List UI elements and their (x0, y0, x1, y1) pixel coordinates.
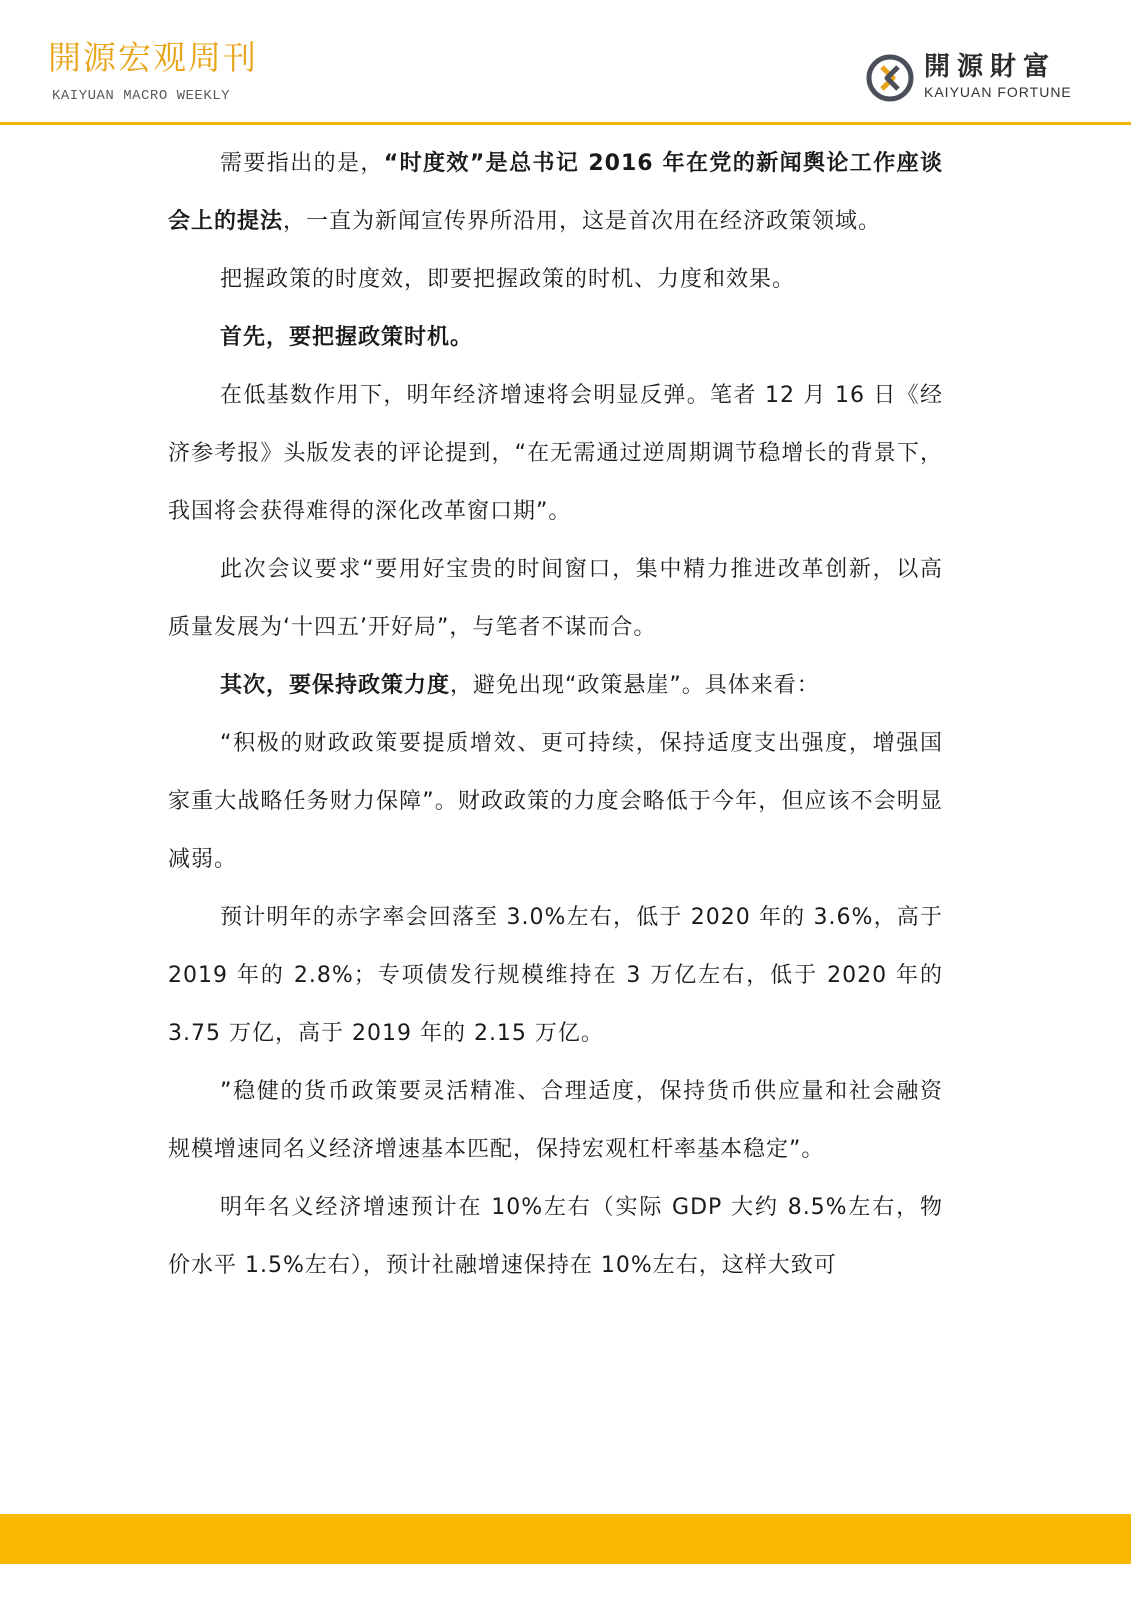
paragraph (168, 657, 943, 715)
paragraph-text: 明年名义经济增速预计在 10%左右（实际 GDP 大约 8.5%左右，物价水平 1.5%左右），预计社融增速保持在 10%左右，这样大致可 (168, 1195, 943, 1278)
paragraph-text: ，一直为新闻宣传界所沿用，这是首次用在经济政策领域。 (283, 209, 882, 234)
paragraph (168, 1179, 943, 1295)
article-body (168, 135, 943, 1295)
paragraph-text: 此次会议要求“要用好宝贵的时间窗口，集中精力推进改革创新，以高质量发展为‘十四五’开好局”，与笔者不谋而合。 (168, 557, 943, 640)
paragraph (168, 367, 943, 541)
logo-name-cn: 開源財富 (924, 52, 1057, 82)
paragraph (168, 135, 943, 251)
paragraph-text: 把握政策的时度效，即要把握政策的时机、力度和效果。 (220, 267, 796, 292)
paragraph (168, 715, 943, 889)
header-divider (0, 122, 1131, 125)
paragraph-text: 在低基数作用下，明年经济增速将会明显反弹。笔者 12 月 16 日《经济参考报》头版发表的评论提到，“在无需通过逆周期调节稳增长的背景下，我国将会获得难得的深化改革窗口期”。 (168, 383, 943, 524)
paragraph-text: ，避免出现“政策悬崖”。具体来看： (450, 673, 820, 698)
paragraph (168, 251, 943, 309)
paragraph-text: “积极的财政政策要提质增效、更可持续，保持适度支出强度，增强国家重大战略任务财力保障”。财政政策的力度会略低于今年，但应该不会明显减弱。 (168, 731, 943, 872)
publication-subtitle: KAIYUAN MACRO WEEKLY (52, 88, 231, 104)
footer-bar (0, 1514, 1131, 1564)
paragraph-emphasis: “时度效”是总书记 2016 年在党的新闻舆论工作座谈会上的提法 (168, 151, 943, 234)
paragraph-text: 需要指出的是， (220, 151, 384, 176)
paragraph-emphasis: 首先，要把握政策时机。 (220, 325, 474, 350)
kaiyuan-logo-icon (866, 52, 914, 104)
paragraph-emphasis: 其次，要保持政策力度 (220, 673, 451, 698)
logo-name-en: KAIYUAN FORTUNE (924, 84, 1072, 100)
paragraph (168, 889, 943, 1063)
publication-title: 開源宏观周刊 (48, 38, 258, 77)
brand-logo (866, 52, 1106, 104)
paragraph (168, 309, 943, 367)
paragraph (168, 541, 943, 657)
paragraph-text: ”稳健的货币政策要灵活精准、合理适度，保持货币供应量和社会融资规模增速同名义经济增速基本匹配，保持宏观杠杆率基本稳定”。 (168, 1079, 943, 1162)
paragraph (168, 1063, 943, 1179)
page-header (0, 0, 1131, 124)
paragraph-text: 预计明年的赤字率会回落至 3.0%左右，低于 2020 年的 3.6%，高于 2019 年的 2.8%；专项债发行规模维持在 3 万亿左右，低于 2020 年的 3.75 万亿，高于 2019 年的 2.15 万亿。 (168, 905, 943, 1046)
